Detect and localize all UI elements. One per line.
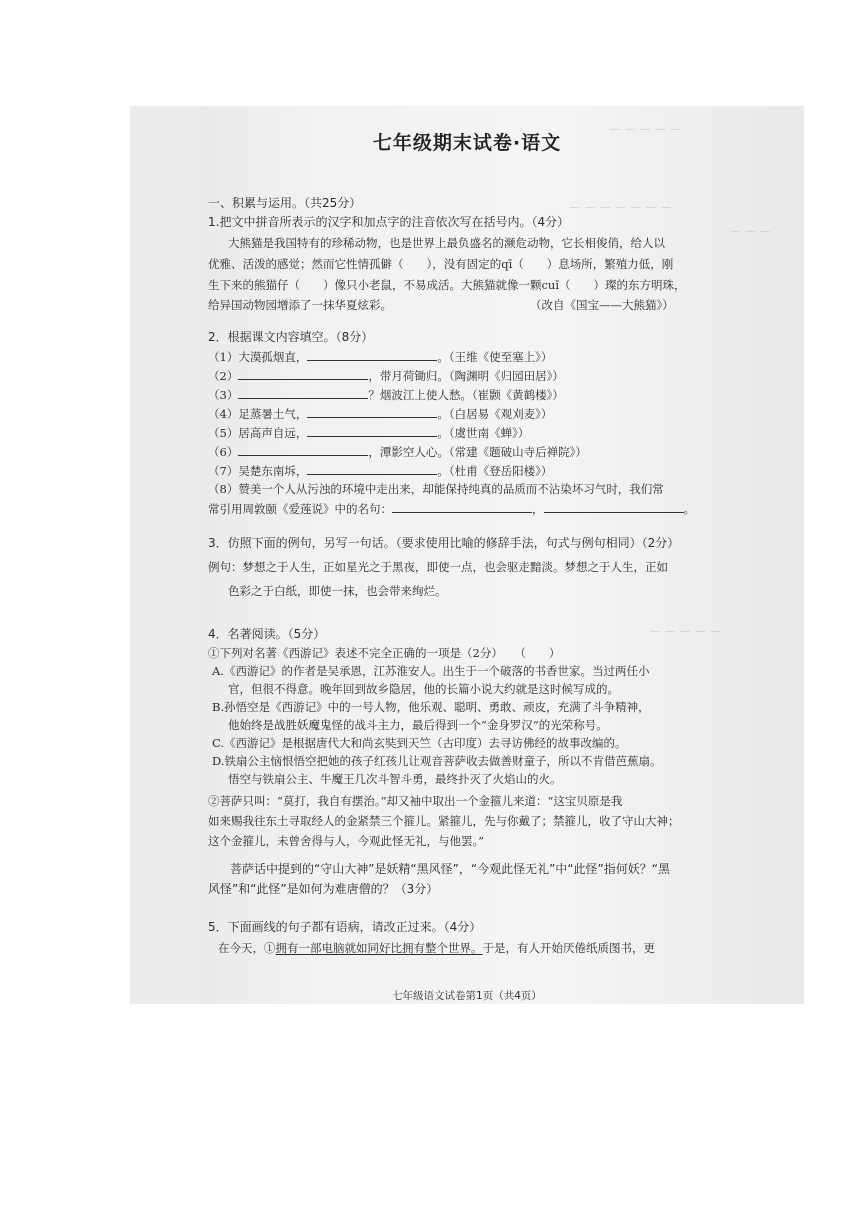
answer-blank[interactable] — [307, 406, 437, 418]
bleed-through-text: — — — — — — [610, 124, 682, 135]
answer-blank[interactable] — [238, 444, 368, 456]
q1-passage-line: 给异国动物园增添了一抹华夏炫彩。 — [208, 298, 392, 312]
q4-sub1: ①下列对名著《西游记》表述不完全正确的一项是（2分） （ ） — [208, 646, 561, 660]
q3-example-line: 例句：梦想之于人生，正如星光之于黑夜，即使一点，也会驱走黯淡。梦想之于人生，正如 — [208, 560, 668, 574]
q1-source: （改自《国宝——大熊猫》） — [530, 298, 674, 312]
q4-option-line: A.《西游记》的作者是吴承恩，江苏淮安人。出生于一个破落的书香世家。当过两任小 — [212, 664, 650, 678]
answer-blank[interactable] — [392, 501, 532, 513]
q2-item — [208, 368, 564, 383]
q4-option-line: B.孙悟空是《西游记》中的一号人物，他乐观、聪明、勇敢、顽皮，充满了斗争精神， — [212, 700, 650, 714]
q4-prompt: 4．名著阅读。（5分） — [208, 627, 326, 641]
exam-title: 七年级期末试卷·语文 — [372, 132, 562, 154]
q1-passage-line: 生下来的熊猫仔（ ）像只小老鼠，不易成活。大熊猫就像一颗cuǐ（ ）璨的东方明珠， — [208, 278, 686, 292]
q2-item-post: 。（虞世南《蝉》） — [437, 426, 530, 440]
q2-item — [208, 444, 587, 459]
q2-item-pre: （2） — [208, 369, 239, 383]
answer-blank[interactable] — [307, 349, 437, 361]
q2-item-pre: （7）吴楚东南坼， — [208, 464, 308, 478]
answer-blank[interactable] — [238, 368, 368, 380]
q2-item8-line — [208, 501, 695, 516]
q1-passage-line: 优雅、活泼的感觉；然而它性情孤僻（ ），没有固定的qī（ ）息场所，繁殖力低，刚 — [208, 257, 674, 271]
scanned-page — [130, 106, 804, 1004]
bleed-through-text: — — — — — — [650, 626, 722, 637]
q4-passage-line: 如来赐我往东土寻取经人的金紧禁三个箍儿。紧箍儿，先与你戴了；禁箍儿，收了守山大神； — [208, 814, 680, 828]
q5-text-pre: 在今天，① — [218, 941, 276, 955]
q2-item — [208, 387, 564, 402]
q2-item-pre: （3） — [208, 388, 239, 402]
q4-question-line: 风怪”和“此怪”是如何为难唐僧的？（3分） — [208, 882, 439, 896]
page-footer: 七年级语文试卷第1页（共4页） — [392, 990, 542, 1002]
q4-option-line: C.《西游记》是根据唐代大和尚玄奘到天竺（古印度）去寻访佛经的故事改编的。 — [212, 736, 627, 750]
q4-option-line: 悟空与铁扇公主、牛魔王几次斗智斗勇，最终扑灭了火焰山的火。 — [228, 772, 562, 786]
q2-item-pre: （1）大漠孤烟直， — [208, 350, 308, 364]
q5-text-line — [218, 941, 655, 955]
q2-item-post: ？烟波江上使人愁。（崔颢《黄鹤楼》） — [368, 388, 564, 402]
q2-item8-line: （8）赞美一个人从污浊的环境中走出来，却能保持纯真的品质而不沾染坏习气时，我们常 — [208, 482, 664, 496]
q2-item — [208, 406, 552, 421]
q2-item-pre: （4）足蒸暑土气， — [208, 407, 308, 421]
q2-item-post: 。（杜甫《登岳阳楼》） — [437, 464, 553, 478]
answer-blank[interactable] — [544, 501, 684, 513]
q2-item — [208, 349, 552, 364]
q2-item8-sep: ， — [532, 502, 544, 516]
answer-blank[interactable] — [238, 387, 368, 399]
q4-passage-line: 这个金箍儿，未曾舍得与人，今观此怪无礼，与他罢。” — [208, 834, 485, 848]
q2-item-post: ，潭影空人心。（常建《题破山寺后禅院》） — [368, 445, 587, 459]
q4-option-line: 他始终是战胜妖魔鬼怪的战斗主力，最后得到一个“金身罗汉”的光荣称号。 — [228, 718, 608, 732]
q4-option-line: 官，但很不得意。晚年回到故乡隐居，他的长篇小说大约就是这时候写成的。 — [228, 682, 619, 696]
q2-item — [208, 425, 529, 440]
q4-option-line: D.铁扇公主恼恨悟空把她的孩子红孩儿让观音菩萨收去做善财童子，所以不肯借芭蕉扇。 — [212, 754, 662, 768]
q2-item-post: ，带月荷锄归。（陶渊明《归园田居》） — [368, 369, 564, 383]
answer-blank[interactable] — [307, 425, 437, 437]
q5-prompt: 5．下面画线的句子都有语病，请改正过来。（4分） — [208, 920, 482, 934]
answer-blank[interactable] — [307, 463, 437, 475]
q5-text-post: 于是，有人开始厌倦纸质图书，更 — [482, 941, 655, 955]
q2-prompt: 2．根据课文内容填空。（8分） — [208, 330, 374, 344]
q1-passage-line: 大熊猫是我国特有的珍稀动物，也是世界上最负盛名的濒危动物，它长相俊俏，给人以 — [228, 236, 665, 250]
section-heading: 一、积累与运用。（共25分） — [208, 196, 362, 210]
bleed-through-text: — — — — — — — — [570, 202, 673, 213]
q3-example-line: 色彩之于白纸，即使一抹，也会带来绚烂。 — [228, 584, 447, 598]
q2-item-pre: （5）居高声自远， — [208, 426, 308, 440]
q4-passage-line: ②菩萨只叫：“莫打，我自有摆治。”却又袖中取出一个金箍儿来道：“这宝贝原是我 — [208, 794, 623, 808]
q3-prompt: 3．仿照下面的例句，另写一句话。（要求使用比喻的修辞手法，句式与例句相同）（2分） — [208, 536, 680, 550]
q4-question-line: 菩萨话中提到的“守山大神”是妖精“黑风怪”，“今观此怪无礼”中“此怪”指何妖？“黑 — [230, 862, 670, 876]
bleed-through-text: — — — — [730, 226, 772, 237]
q5-underlined-sentence: 拥有一部电脑就如同好比拥有整个世界。 — [275, 941, 483, 955]
q2-item-post: 。（王维《使至塞上》） — [437, 350, 553, 364]
q2-item8-text: 常引用周敦颐《爱莲说》中的名句： — [208, 502, 392, 516]
q1-prompt: 1.把文中拼音所表示的汉字和加点字的注音依次写在括号内。（4分） — [208, 215, 570, 229]
q2-item8-end: 。 — [683, 502, 695, 516]
q2-item-post: 。（白居易《观刈麦》） — [437, 407, 553, 421]
q2-item-pre: （6） — [208, 445, 239, 459]
q2-item — [208, 463, 552, 478]
